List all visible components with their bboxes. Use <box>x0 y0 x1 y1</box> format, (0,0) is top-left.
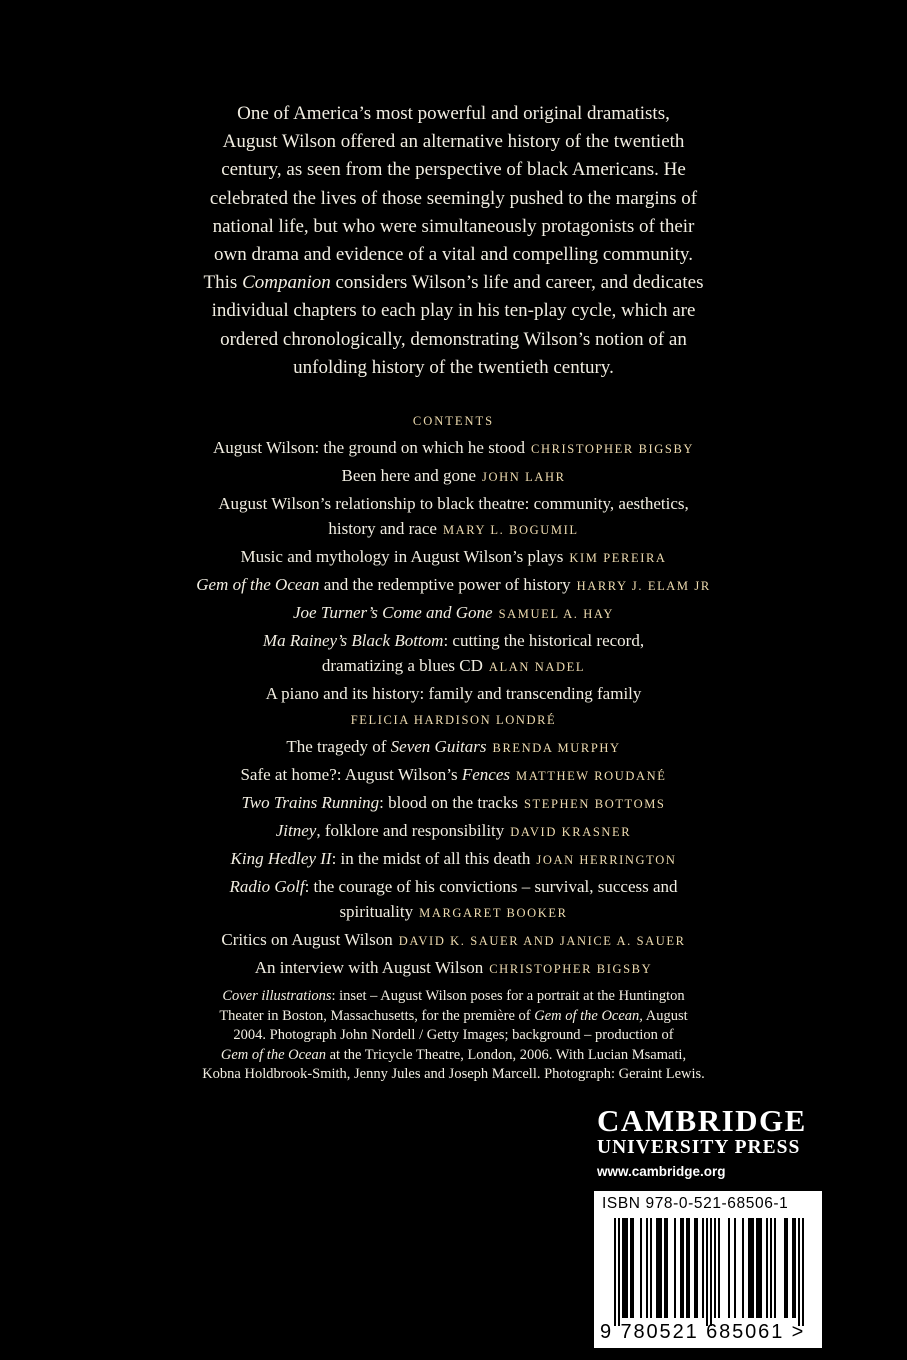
contents-entry <box>120 463 787 490</box>
contents-entry <box>120 955 787 982</box>
barcode-bar <box>748 1218 750 1318</box>
cover-credits <box>150 987 757 1085</box>
barcode-bar <box>640 1218 642 1318</box>
entry-title: dramatizing a blues CD <box>321 656 483 675</box>
entry-title-italic: Jitney <box>275 821 317 840</box>
entry-author: MARGARET BOOKER <box>419 906 568 920</box>
entry-title: Safe at home?: August Wilson’s <box>240 765 462 784</box>
entry-title: history and race <box>328 519 437 538</box>
barcode-bar <box>756 1218 758 1318</box>
entry-author: FELICIA HARDISON LONDRÉ <box>350 713 557 727</box>
entry-title: Critics on August Wilson <box>221 930 393 949</box>
entry-title-italic: Seven Guitars <box>390 737 487 756</box>
publisher-name: CAMBRIDGE <box>597 1103 807 1138</box>
entry-title: A piano and its history: family and transcending family <box>265 684 642 703</box>
entry-author: DAVID KRASNER <box>510 825 632 839</box>
entry-title: and the redemptive power of history <box>319 575 571 594</box>
credits-italic: Gem of the Ocean <box>220 1046 326 1063</box>
entry-title: spirituality <box>339 902 414 921</box>
contents-entry <box>120 790 787 817</box>
barcode-bar <box>702 1218 704 1318</box>
entry-title: Music and mythology in August Wilson’s plays <box>240 547 564 566</box>
barcode-bar <box>630 1218 632 1318</box>
entry-author: ALAN NADEL <box>488 660 586 674</box>
barcode-bar <box>758 1218 760 1318</box>
entry-author: KIM PEREIRA <box>569 551 667 565</box>
entry-title-italic: Joe Turner’s Come and Gone <box>293 603 493 622</box>
entry-title-italic: Ma Rainey’s Black Bottom <box>262 631 444 650</box>
contents-entry <box>120 491 787 543</box>
barcode-bar <box>680 1218 682 1318</box>
entry-author: MARY L. BOGUMIL <box>442 523 579 537</box>
entry-author: SAMUEL A. HAY <box>498 607 614 621</box>
blurb-line: One of America’s most powerful and original dramatists, <box>237 103 670 124</box>
barcode-bar <box>694 1218 696 1318</box>
barcode-bar <box>674 1218 676 1318</box>
contents-entry <box>120 681 787 733</box>
barcode-bar <box>666 1218 668 1318</box>
contents-entry <box>120 600 787 627</box>
entry-title-italic: Fences <box>461 765 511 784</box>
barcode-bar <box>794 1218 796 1318</box>
contents-entry <box>120 874 787 926</box>
barcode-bar <box>750 1218 752 1318</box>
barcode-bar <box>784 1218 786 1318</box>
isbn-barcode <box>594 1191 822 1348</box>
entry-author: MATTHEW ROUDANÉ <box>516 769 667 783</box>
barcode-bar <box>646 1218 648 1318</box>
blurb-line: August Wilson offered an alternative history of the twentieth <box>222 131 685 153</box>
contents-heading: CONTENTS <box>412 414 495 428</box>
blurb-line: century, as seen from the perspective of black Americans. He <box>221 159 686 181</box>
barcode-bar <box>622 1218 624 1318</box>
entry-title-italic: Two Trains Running <box>241 793 380 812</box>
contents-entry <box>120 927 787 954</box>
credits-line: 2004. Photograph John Nordell / Getty Images; background – production of <box>233 1027 674 1044</box>
publisher-url: www.cambridge.org <box>597 1164 726 1179</box>
isbn-label: ISBN 978-0-521-68506-1 <box>602 1195 789 1212</box>
entry-author: BRENDA MURPHY <box>492 741 621 755</box>
credits-line: at the Tricycle Theatre, London, 2006. With Lucian Msamati, <box>325 1046 687 1063</box>
barcode-bar <box>706 1218 708 1326</box>
barcode-bar <box>624 1218 626 1318</box>
barcode-bar <box>664 1218 666 1318</box>
entry-title-italic: Radio Golf <box>229 877 305 896</box>
entry-title: : cutting the historical record, <box>443 631 645 650</box>
entry-author: STEPHEN BOTTOMS <box>523 797 666 811</box>
credits-line: : inset – August Wilson poses for a portrait at the Huntington <box>331 988 685 1004</box>
blurb-line: considers Wilson’s life and career, and dedicates <box>330 272 704 294</box>
barcode-bar <box>682 1218 684 1318</box>
contents-entry <box>120 818 787 845</box>
barcode-bar <box>770 1218 772 1318</box>
barcode-bar <box>742 1218 744 1318</box>
barcode-bar <box>656 1218 658 1318</box>
publisher-logo <box>597 1105 837 1185</box>
entry-title: : the courage of his convictions – survival, success and <box>304 877 678 896</box>
entry-author: CHRISTOPHER BIGSBY <box>489 962 653 976</box>
entry-title: Been here and gone <box>341 466 477 485</box>
entry-title-italic: Gem of the Ocean <box>196 575 320 594</box>
entry-title: : in the midst of all this death <box>331 849 531 868</box>
barcode-bar <box>802 1218 804 1326</box>
barcode-bar <box>696 1218 698 1318</box>
contents-entry <box>120 846 787 873</box>
blurb-line: celebrated the lives of those seemingly pushed to the margins of <box>209 187 698 209</box>
publisher-subname: UNIVERSITY PRESS <box>597 1137 801 1158</box>
barcode-bar <box>710 1218 712 1326</box>
blurb-line: own drama and evidence of a vital and compelling community. <box>214 244 693 266</box>
contents-section <box>120 409 787 983</box>
entry-title: August Wilson’s relationship to black theatre: community, aesthetics, <box>218 494 689 513</box>
entry-author: HARRY J. ELAM JR <box>576 579 711 593</box>
entry-title-italic: King Hedley II <box>230 849 332 868</box>
blurb-italic-title: Companion <box>242 272 331 294</box>
entry-author: JOAN HERRINGTON <box>536 853 677 867</box>
entry-title: , folklore and responsibility <box>316 821 505 840</box>
blurb-line: This <box>203 272 243 294</box>
blurb-line: unfolding history of the twentieth century. <box>293 356 614 378</box>
credits-label: Cover illustrations <box>222 988 332 1004</box>
credits-line: Kobna Holdbrook-Smith, Jenny Jules and Joseph Marcell. Photograph: Geraint Lewis. <box>202 1066 705 1083</box>
barcode-bar <box>760 1218 762 1318</box>
barcode-bar <box>766 1218 768 1318</box>
blurb-line: individual chapters to each play in his ten-play cycle, which are <box>211 300 696 322</box>
barcode-bar <box>774 1218 776 1318</box>
entry-author: DAVID K. SAUER AND JANICE A. SAUER <box>398 934 686 948</box>
credits-line: Theater in Boston, Massachusetts, for the première of <box>219 1007 535 1024</box>
contents-entry <box>120 628 787 680</box>
entry-title: An interview with August Wilson <box>254 958 484 977</box>
blurb-paragraph <box>150 100 757 382</box>
barcode-bar <box>658 1218 660 1318</box>
entry-title: August Wilson: the ground on which he stood <box>212 438 526 457</box>
barcode-bar <box>734 1218 736 1318</box>
barcode-bar <box>650 1218 652 1318</box>
contents-entry <box>120 572 787 599</box>
blurb-line: ordered chronologically, demonstrating Wilson’s notion of an <box>220 328 687 350</box>
barcode-bar <box>798 1218 800 1326</box>
entry-author: CHRISTOPHER BIGSBY <box>531 442 695 456</box>
barcode-bar <box>688 1218 690 1318</box>
barcode-digits: 9 780521 685061 > <box>600 1321 806 1343</box>
credits-italic: Gem of the Ocean, <box>534 1007 643 1024</box>
barcode-bar <box>752 1218 754 1318</box>
barcode-bar <box>626 1218 628 1318</box>
contents-entry <box>120 762 787 789</box>
barcode-bar <box>632 1218 634 1318</box>
barcode-bar <box>728 1218 730 1318</box>
barcode-bar <box>714 1218 716 1318</box>
barcode-bar <box>614 1218 616 1326</box>
credits-line: August <box>642 1007 688 1024</box>
entry-author: JOHN LAHR <box>482 470 566 484</box>
contents-entry <box>120 734 787 761</box>
barcode-bar <box>786 1218 788 1318</box>
barcode-bar <box>660 1218 662 1318</box>
barcode-bar <box>792 1218 794 1318</box>
contents-entry <box>120 544 787 571</box>
contents-entry <box>120 435 787 462</box>
blurb-line: national life, but who were simultaneously protagonists of their <box>212 215 695 237</box>
entry-title: The tragedy of <box>286 737 391 756</box>
entry-title: : blood on the tracks <box>379 793 518 812</box>
barcode-bar <box>718 1218 720 1318</box>
barcode-bar <box>686 1218 688 1318</box>
barcode-bar <box>618 1218 620 1326</box>
